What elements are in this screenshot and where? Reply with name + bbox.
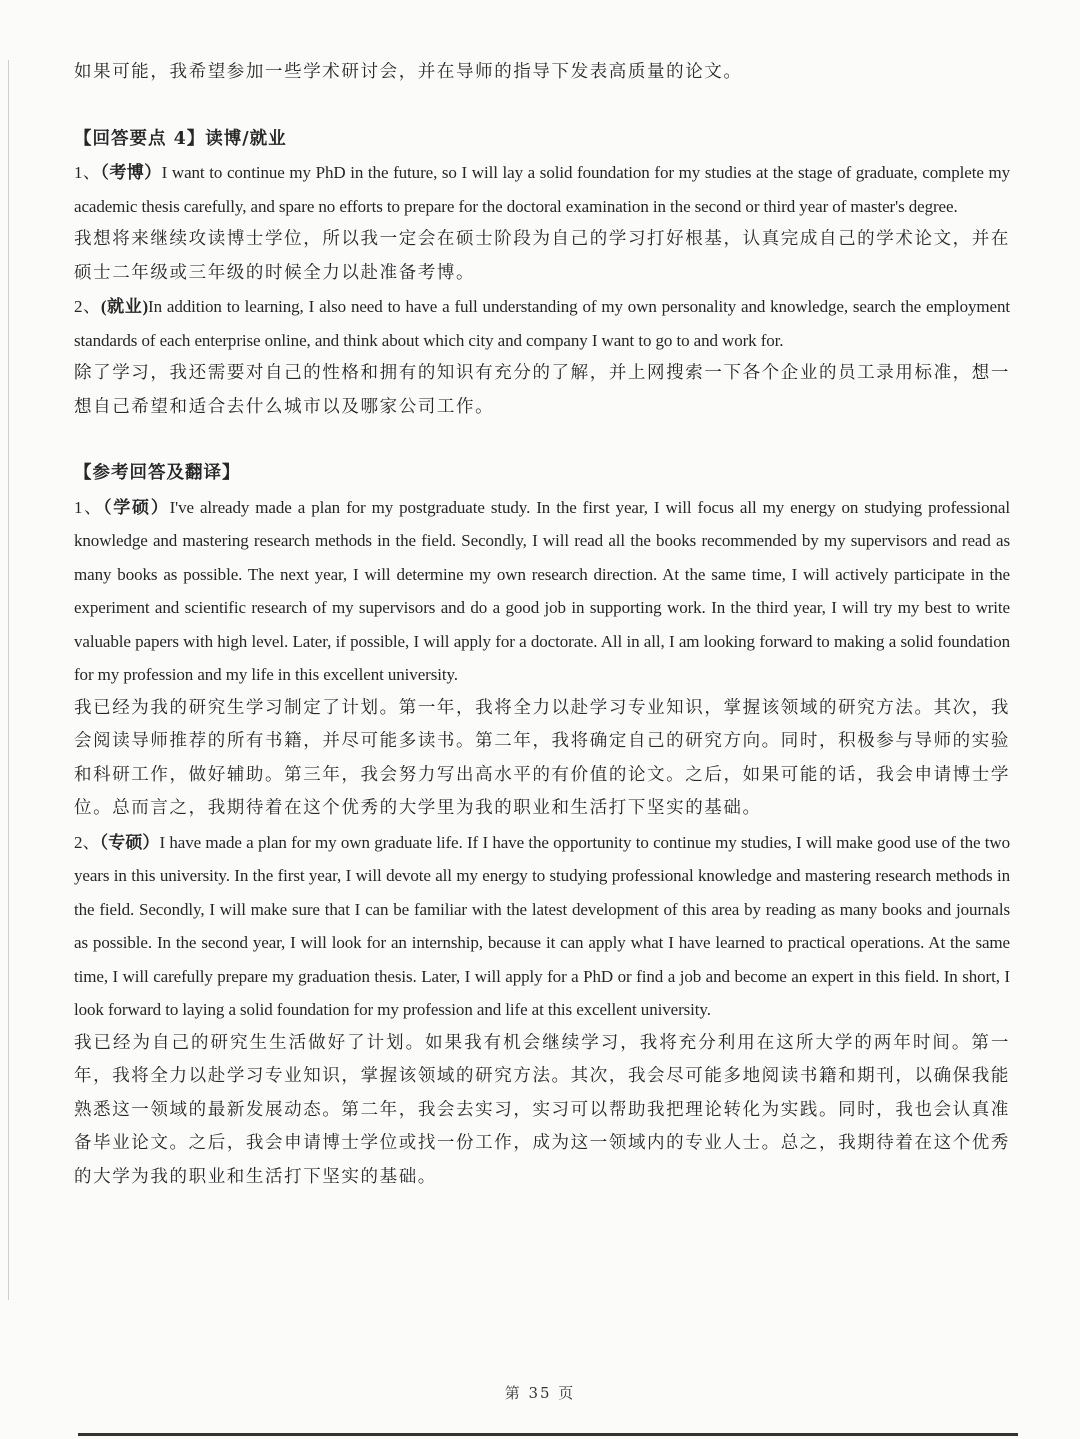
section4-item2-cn: 除了学习，我还需要对自己的性格和拥有的知识有充分的了解，并上网搜索一下各个企业的员工录用标准，想一想自己希望和适合去什么城市以及哪家公司工作。 — [74, 363, 1010, 417]
item-number: 2、 — [74, 832, 100, 852]
left-margin-line — [8, 60, 9, 1300]
section4-item2-en — [74, 290, 1010, 357]
reference-item1-en — [74, 491, 1010, 692]
reference-heading: 【参考回答及翻译】 — [74, 463, 241, 483]
item-english-text: I want to continue my PhD in the future, so I will lay a solid foundation for my studies at the stage of graduate, complete my academic thesis carefully, and spare no efforts to prepare for the doctoral examination in the second or third year of master's degree. — [74, 163, 1010, 216]
item-tag: （学硕） — [103, 497, 170, 517]
reference-item2-cn: 我已经为自己的研究生生活做好了计划。如果我有机会继续学习，我将充分利用在这所大学的两年时间。第一年，我将全力以赴学习专业知识，掌握该领域的研究方法。其次，我会尽可能多地阅读书籍和期刊，以确保我能熟悉这一领域的最新发展动态。第二年，我会去实习，实习可以帮助我把理论转化为实践。同时，我也会认真准备毕业论文。之后，我会申请博士学位或找一份工作，成为这一领域内的专业人士。总之，我期待着在这个优秀的大学为我的职业和生活打下坚实的基础。 — [74, 1032, 1010, 1187]
item-number: 2、 — [74, 297, 101, 316]
item-tag: （考博） — [100, 163, 162, 182]
item-english-text: In addition to learning, I also need to have a full understanding of my own personality and knowledge, search the employment standards of each enterprise online, and think about which city and company I want to go to and work for. — [74, 297, 1010, 350]
item-english-text: I've already made a plan for my postgraduate study. In the first year, I will focus all my energy on studying professional knowledge and mastering research methods in the field. Secondly, I will read all the books recommended by my supervisors and read as many books as possible. The next year, I will determine my own research direction. At the same time, I will actively participate in the experiment and scientific research of my supervisors and do a good job in supporting work. In the third year, I will try my best to write valuable papers with high level. Later, if possible, I will apply for a doctorate. All in all, I am looking forward to making a solid foundation for my profession and my life in this excellent university. — [74, 497, 1010, 684]
section4-heading: 【回答要点 4】读博/就业 — [74, 128, 287, 149]
section4-item1-cn: 我想将来继续攻读博士学位，所以我一定会在硕士阶段为自己的学习打好根基，认真完成自己的学术论文，并在硕士二年级或三年级的时候全力以赴准备考博。 — [74, 229, 1010, 283]
content-area — [74, 56, 1010, 1194]
reference-item2-en — [74, 826, 1010, 1027]
page-number: 第 35 页 — [504, 1384, 576, 1402]
item-tag: （专硕） — [99, 832, 160, 852]
item-tag: (就业) — [100, 297, 149, 316]
item-number: 1、 — [74, 163, 101, 182]
item-english-text: I have made a plan for my own graduate life. If I have the opportunity to continue my studies, I will make good use of the two years in this university. In the first year, I will devote all my energy to studying professional knowledge and mastering research methods in the field. Secondly, I will make sure that I can be familiar with the latest development of this area by reading as many books and journals as possible. In the second year, I will look for an internship, because it can apply what I have learned to practical operations. At the same time, I will carefully prepare my graduation thesis. Later, I will apply for a PhD or find a job and become an expert in this field. In short, I look forward to laying a solid foundation for my profession and life at this excellent university. — [74, 832, 1010, 1019]
reference-item1-cn: 我已经为我的研究生学习制定了计划。第一年，我将全力以赴学习专业知识，掌握该领域的研究方法。其次，我会阅读导师推荐的所有书籍，并尽可能多读书。第二年，我将确定自己的研究方向。同时，积极参与导师的实验和科研工作，做好辅助。第三年，我会努力写出高水平的有价值的论文。之后，如果可能的话，我会申请博士学位。总而言之，我期待着在这个优秀的大学里为我的职业和生活打下坚实的基础。 — [74, 697, 1010, 818]
bottom-rule — [78, 1433, 1018, 1436]
item-number: 1、 — [74, 497, 104, 517]
section4-item1-en — [74, 156, 1010, 223]
intro-line: 如果可能，我希望参加一些学术研讨会，并在导师的指导下发表高质量的论文。 — [74, 62, 743, 82]
